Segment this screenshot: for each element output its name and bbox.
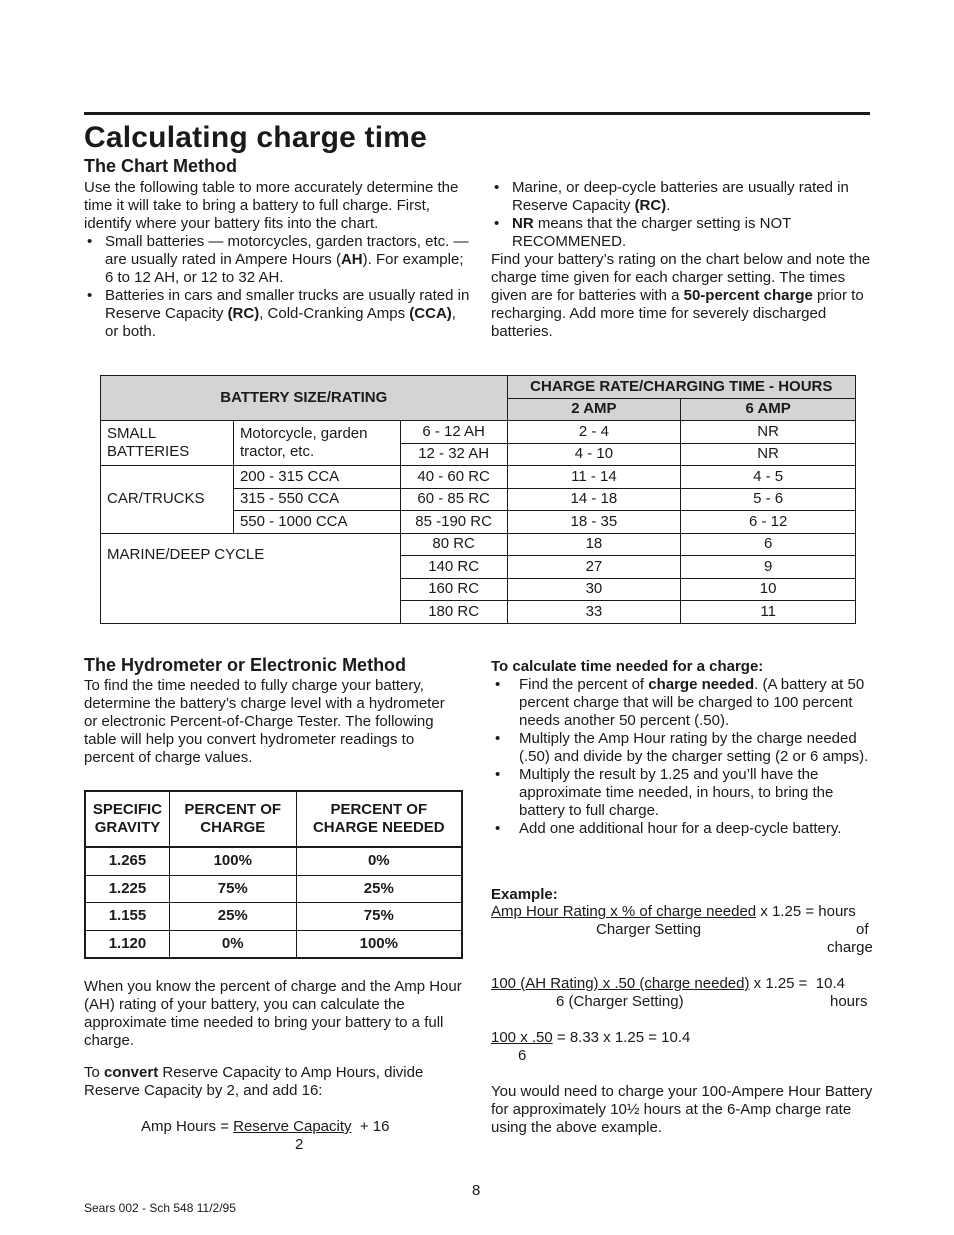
subcategory-cell: 200 - 315 CCA [233, 466, 400, 489]
needed-cell: 0% [296, 847, 462, 875]
time-6amp-cell: 6 [681, 533, 856, 556]
example-label: Example: [491, 886, 558, 903]
table-row [101, 533, 856, 556]
calc-bullet: • Multiply the result by 1.25 and you’ll have the approximate time needed, in hours, to bring the battery to full charge. [491, 766, 873, 820]
header-percent-of-charge: PERCENT OF CHARGE [169, 791, 296, 847]
category-marine: MARINE/DEEP CYCLE [101, 533, 401, 623]
category-car-trucks: CAR/TRUCKS [101, 466, 234, 534]
hydrometer-table [84, 790, 463, 959]
gravity-cell: 1.155 [85, 903, 169, 931]
table-row [101, 466, 856, 489]
example-formula-1: Amp Hour Rating x % of charge needed x 1.25 = hours [491, 903, 856, 920]
rating-cell: 140 RC [400, 556, 507, 579]
time-6amp-cell: 6 - 12 [681, 511, 856, 534]
rating-cell: 80 RC [400, 533, 507, 556]
top-rule [84, 112, 870, 115]
footer-text: Sears 002 - Sch 548 11/2/95 [84, 1201, 236, 1215]
time-2amp-cell: 27 [507, 556, 681, 579]
rating-cell: 180 RC [400, 601, 507, 624]
time-6amp-cell: NR [681, 443, 856, 466]
calc-column [491, 658, 873, 838]
example-formula-2-result-unit: hours [830, 993, 868, 1010]
time-2amp-cell: 33 [507, 601, 681, 624]
time-2amp-cell: 18 - 35 [507, 511, 681, 534]
example-formula-1-result-of: of [856, 921, 869, 938]
time-2amp-cell: 11 - 14 [507, 466, 681, 489]
time-6amp-cell: 5 - 6 [681, 488, 856, 511]
gravity-cell: 1.120 [85, 930, 169, 958]
gravity-cell: 1.265 [85, 847, 169, 875]
header-battery-size: BATTERY SIZE/RATING [101, 376, 508, 421]
time-2amp-cell: 18 [507, 533, 681, 556]
rating-cell: 85 -190 RC [400, 511, 507, 534]
example-formula-2-denominator: 6 (Charger Setting) [556, 993, 684, 1010]
rating-cell: 12 - 32 AH [400, 443, 507, 466]
rating-cell: 40 - 60 RC [400, 466, 507, 489]
table-row [85, 875, 462, 903]
bullet-marine-batteries: • Marine, or deep-cycle batteries are usually rated in Reserve Capacity (RC). [491, 179, 873, 215]
header-2amp: 2 AMP [507, 398, 681, 421]
time-6amp-cell: 10 [681, 578, 856, 601]
bullet-car-batteries: • Batteries in cars and smaller trucks are usually rated in Reserve Capacity (RC), Cold-Cranking Amps (CCA), or both. [84, 287, 470, 341]
table-row [85, 847, 462, 875]
subcategory-cell: 315 - 550 CCA [233, 488, 400, 511]
charge-time-table [100, 375, 856, 624]
gravity-cell: 1.225 [85, 875, 169, 903]
subcategory-cell: 550 - 1000 CCA [233, 511, 400, 534]
amp-hours-formula-denominator: 2 [295, 1136, 304, 1153]
time-2amp-cell: 4 - 10 [507, 443, 681, 466]
table-row [85, 903, 462, 931]
calc-bullet: • Find the percent of charge needed. (A battery at 50 percent charge that will be charged to 100 percent needs another 50 percent (.50). [491, 676, 873, 730]
time-6amp-cell: 4 - 5 [681, 466, 856, 489]
rating-cell: 60 - 85 RC [400, 488, 507, 511]
time-2amp-cell: 14 - 18 [507, 488, 681, 511]
category-small: SMALL BATTERIES [101, 421, 234, 466]
chart-method-instructions: Find your battery’s rating on the chart below and note the charge time given for each charger setting. The times given are for batteries with a 50-percent charge prior to recharging. Add more time for severely discharged batteries. [491, 251, 871, 340]
example-formula-2: 100 (AH Rating) x .50 (charge needed) x 1.25 = 10.4 [491, 975, 845, 992]
chart-method-intro: Use the following table to more accurately determine the time it will take to bring a battery to full charge. First, identify where your battery fits into the chart. [84, 179, 459, 232]
table-row [101, 421, 856, 444]
hydrometer-intro: To find the time needed to fully charge your battery, determine the battery’s charge level with a hydrometer or electronic Percent-of-Charge Tester. The following table will help you convert hydrometer readings to percent of charge values. [84, 677, 445, 766]
needed-cell: 100% [296, 930, 462, 958]
bullet-nr-meaning: • NR means that the charger setting is NOT RECOMMENED. [491, 215, 873, 251]
example-formula-3: 100 x .50 = 8.33 x 1.25 = 10.4 [491, 1029, 691, 1046]
percent-cell: 0% [169, 930, 296, 958]
example-formula-1-denominator: Charger Setting [596, 921, 702, 938]
example-formula-3-denominator: 6 [518, 1047, 527, 1064]
time-6amp-cell: 9 [681, 556, 856, 579]
rating-cell: 6 - 12 AH [400, 421, 507, 444]
hydrometer-para-2: To convert Reserve Capacity to Amp Hours, divide Reserve Capacity by 2, and add 16: [84, 1064, 424, 1099]
amp-hours-formula: Amp Hours = Reserve Capacity + 16 [141, 1118, 390, 1135]
bullet-small-batteries: • Small batteries — motorcycles, garden tractors, etc. — are usually rated in Ampere Hours (AH). For example; 6 to 12 AH, or 12 to 32 AH. [84, 233, 470, 287]
chart-method-left-column [84, 179, 470, 341]
time-6amp-cell: NR [681, 421, 856, 444]
example-conclusion: You would need to charge your 100-Ampere Hour Battery for approximately 10½ hours at the 6-Amp charge rate using the above example. [491, 1083, 873, 1136]
page-title: Calculating charge time [84, 121, 428, 154]
time-2amp-cell: 30 [507, 578, 681, 601]
header-percent-needed: PERCENT OF CHARGE NEEDED [296, 791, 462, 847]
time-6amp-cell: 11 [681, 601, 856, 624]
rating-cell: 160 RC [400, 578, 507, 601]
header-specific-gravity: SPECIFIC GRAVITY [85, 791, 169, 847]
table-row [85, 930, 462, 958]
needed-cell: 75% [296, 903, 462, 931]
percent-cell: 25% [169, 903, 296, 931]
needed-cell: 25% [296, 875, 462, 903]
calc-bullet: • Add one additional hour for a deep-cycle battery. [491, 820, 873, 838]
percent-cell: 100% [169, 847, 296, 875]
chart-method-right-column [491, 179, 873, 341]
time-2amp-cell: 2 - 4 [507, 421, 681, 444]
example-formula-1-result-charge: charge [827, 939, 873, 956]
calc-bullet: • Multiply the Amp Hour rating by the charge needed (.50) and divide by the charger setting (2 or 6 amps). [491, 730, 873, 766]
hydrometer-para-1: When you know the percent of charge and the Amp Hour (AH) rating of your battery, you can calculate the approximate time needed to bring your battery to a full charge. [84, 978, 462, 1049]
calc-heading: To calculate time needed for a charge: [491, 658, 764, 675]
header-charge-rate: CHARGE RATE/CHARGING TIME - HOURS [507, 376, 855, 399]
page-number: 8 [472, 1182, 481, 1199]
hydrometer-heading: The Hydrometer or Electronic Method [84, 655, 407, 675]
percent-cell: 75% [169, 875, 296, 903]
subcategory-small: Motorcycle, garden tractor, etc. [233, 421, 400, 466]
chart-method-heading: The Chart Method [84, 156, 237, 176]
header-6amp: 6 AMP [681, 398, 856, 421]
